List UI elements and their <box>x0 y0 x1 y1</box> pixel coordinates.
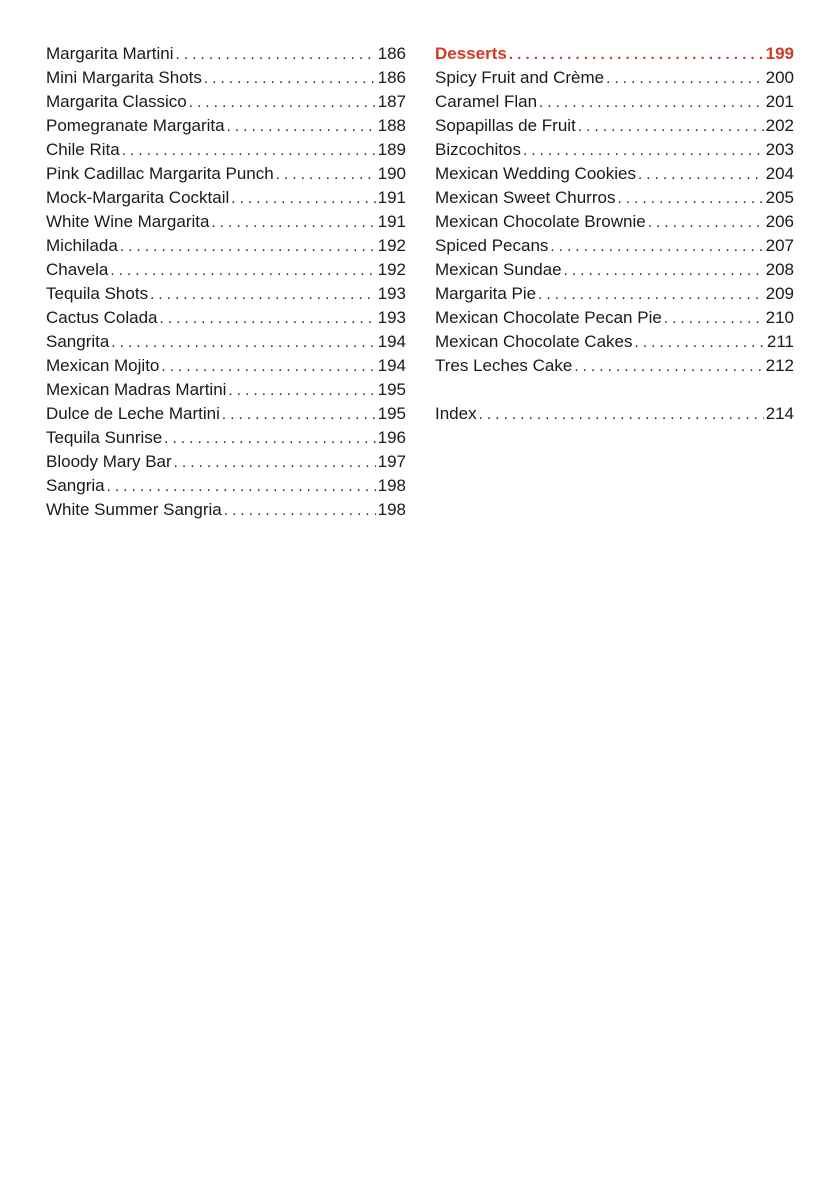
toc-entry-title: Mock-Margarita Cocktail <box>46 188 230 207</box>
toc-entry-title: Mexican Chocolate Pecan Pie <box>435 308 662 327</box>
dot-leader <box>164 427 375 451</box>
toc-entry-title: Pomegranate Margarita <box>46 116 225 135</box>
dot-leader <box>648 211 764 235</box>
dot-leader <box>150 283 376 307</box>
toc-entry[interactable] <box>435 234 794 258</box>
toc-entry-title: Mexican Wedding Cookies <box>435 164 636 183</box>
dot-leader <box>617 187 763 211</box>
toc-entry-page: 211 <box>766 332 794 351</box>
toc-entry[interactable] <box>46 354 406 378</box>
toc-entry[interactable] <box>46 498 406 522</box>
toc-entry-page: 194 <box>377 356 406 375</box>
toc-entry[interactable] <box>46 426 406 450</box>
toc-entry[interactable] <box>46 234 406 258</box>
toc-section-page: 199 <box>765 44 794 63</box>
toc-entry-page: 201 <box>765 92 794 111</box>
toc-entry-page: 198 <box>377 476 406 495</box>
toc-entry-page: 187 <box>377 92 406 111</box>
toc-entry-title: Mexican Chocolate Brownie <box>435 212 646 231</box>
toc-entry-title: Margarita Pie <box>435 284 537 303</box>
contents-left-column <box>46 42 406 522</box>
toc-entry-page: 209 <box>765 284 794 303</box>
toc-section-title: Desserts <box>435 44 507 63</box>
toc-entry[interactable] <box>46 258 406 282</box>
toc-section-desserts[interactable] <box>435 42 794 66</box>
toc-entry-title: Bizcochitos <box>435 140 521 159</box>
dot-leader <box>189 91 376 115</box>
toc-entry-title: Index <box>435 404 477 423</box>
toc-entry-page: 202 <box>765 116 794 135</box>
toc-entry[interactable] <box>46 282 406 306</box>
toc-entry[interactable] <box>435 210 794 234</box>
toc-entry-title: Mexican Madras Martini <box>46 380 227 399</box>
toc-entry-title: White Summer Sangria <box>46 500 222 519</box>
toc-entry-page: 186 <box>377 68 406 87</box>
toc-entry-page: 191 <box>377 188 406 207</box>
toc-entry-title: Margarita Classico <box>46 92 187 111</box>
dot-leader <box>228 379 375 403</box>
toc-entry[interactable] <box>46 138 406 162</box>
toc-entry-page: 203 <box>765 140 794 159</box>
dot-leader <box>550 235 763 259</box>
toc-entry-page: 195 <box>377 380 406 399</box>
dot-leader <box>539 91 764 115</box>
toc-entry[interactable] <box>435 66 794 90</box>
toc-entry[interactable] <box>435 282 794 306</box>
toc-entry[interactable] <box>46 42 406 66</box>
toc-entry-page: 212 <box>765 356 794 375</box>
toc-entry-title: White Wine Margarita <box>46 212 210 231</box>
toc-entry-page: 196 <box>377 428 406 447</box>
toc-entry[interactable] <box>46 378 406 402</box>
toc-entry-page: 205 <box>765 188 794 207</box>
toc-entry[interactable] <box>46 90 406 114</box>
toc-entry-page: 206 <box>765 212 794 231</box>
toc-entry-page: 204 <box>765 164 794 183</box>
dot-leader <box>634 331 764 355</box>
toc-entry-title: Mini Margarita Shots <box>46 68 202 87</box>
toc-entry-title: Pink Cadillac Margarita Punch <box>46 164 274 183</box>
toc-entry-title: Mexican Mojito <box>46 356 160 375</box>
dot-leader <box>107 475 376 499</box>
toc-entry-title: Mexican Sundae <box>435 260 562 279</box>
dot-leader <box>110 259 375 283</box>
toc-entry-index[interactable] <box>435 402 794 426</box>
toc-entry[interactable] <box>435 258 794 282</box>
dot-leader <box>174 451 376 475</box>
toc-entry-title: Dulce de Leche Martini <box>46 404 220 423</box>
dot-leader <box>538 283 764 307</box>
dot-leader <box>160 307 376 331</box>
dot-leader <box>509 43 764 67</box>
toc-entry[interactable] <box>435 330 794 354</box>
toc-entry[interactable] <box>46 162 406 186</box>
dot-leader <box>523 139 764 163</box>
dot-leader <box>111 331 375 355</box>
toc-entry-title: Tequila Sunrise <box>46 428 163 447</box>
contents-right-column <box>435 42 794 426</box>
toc-entry-page: 210 <box>765 308 794 327</box>
dot-leader <box>231 187 375 211</box>
dot-leader <box>161 355 375 379</box>
toc-entry[interactable] <box>435 306 794 330</box>
toc-entry-title: Bloody Mary Bar <box>46 452 172 471</box>
dot-leader <box>176 43 376 67</box>
dot-leader <box>564 259 764 283</box>
toc-entry-title: Cactus Colada <box>46 308 158 327</box>
dot-leader <box>211 211 375 235</box>
toc-entry[interactable] <box>46 330 406 354</box>
toc-entry-page: 186 <box>377 44 406 63</box>
dot-leader <box>227 115 376 139</box>
toc-entry[interactable] <box>46 474 406 498</box>
toc-entry-page: 190 <box>377 164 406 183</box>
toc-entry[interactable] <box>435 354 794 378</box>
dot-leader <box>204 67 376 91</box>
toc-entry-title: Tres Leches Cake <box>435 356 573 375</box>
toc-entry[interactable] <box>46 306 406 330</box>
toc-entry-page: 193 <box>377 308 406 327</box>
toc-entry[interactable] <box>435 186 794 210</box>
toc-entry-title: Mexican Sweet Churros <box>435 188 616 207</box>
dot-leader <box>479 403 764 427</box>
dot-leader <box>224 499 376 523</box>
toc-entry-page: 197 <box>377 452 406 471</box>
toc-entry-page: 207 <box>765 236 794 255</box>
toc-entry[interactable] <box>435 90 794 114</box>
toc-entry-title: Sopapillas de Fruit <box>435 116 576 135</box>
dot-leader <box>120 235 376 259</box>
toc-entry-page: 193 <box>377 284 406 303</box>
toc-entry-page: 200 <box>765 68 794 87</box>
toc-entry-page: 189 <box>377 140 406 159</box>
dot-leader <box>638 163 764 187</box>
toc-entry-page: 198 <box>377 500 406 519</box>
dot-leader <box>122 139 376 163</box>
toc-entry-page: 214 <box>765 404 794 423</box>
toc-entry-page: 191 <box>377 212 406 231</box>
toc-entry-title: Chavela <box>46 260 109 279</box>
toc-entry[interactable] <box>435 114 794 138</box>
toc-entry-title: Tequila Shots <box>46 284 149 303</box>
dot-leader <box>276 163 376 187</box>
toc-entry-title: Spicy Fruit and Crème <box>435 68 605 87</box>
dot-leader <box>574 355 763 379</box>
toc-entry-title: Sangrita <box>46 332 110 351</box>
dot-leader <box>664 307 764 331</box>
toc-entry[interactable] <box>46 402 406 426</box>
toc-entry-page: 192 <box>377 236 406 255</box>
toc-entry[interactable] <box>435 162 794 186</box>
toc-entry-title: Chile Rita <box>46 140 120 159</box>
toc-entry[interactable] <box>46 114 406 138</box>
toc-entry-title: Caramel Flan <box>435 92 538 111</box>
toc-entry-page: 208 <box>765 260 794 279</box>
toc-entry-page: 194 <box>377 332 406 351</box>
toc-entry[interactable] <box>46 450 406 474</box>
toc-spacer <box>435 378 794 402</box>
toc-entry-page: 195 <box>377 404 406 423</box>
toc-entry-page: 192 <box>377 260 406 279</box>
dot-leader <box>606 67 764 91</box>
toc-entry[interactable] <box>46 186 406 210</box>
toc-entry-page: 188 <box>377 116 406 135</box>
dot-leader <box>578 115 764 139</box>
dot-leader <box>222 403 376 427</box>
toc-entry[interactable] <box>46 210 406 234</box>
toc-entry[interactable] <box>46 66 406 90</box>
toc-entry-title: Margarita Martini <box>46 44 174 63</box>
toc-entry-title: Mexican Chocolate Cakes <box>435 332 633 351</box>
toc-entry-title: Sangria <box>46 476 105 495</box>
toc-entry-title: Michilada <box>46 236 118 255</box>
toc-entry-title: Spiced Pecans <box>435 236 549 255</box>
toc-entry[interactable] <box>435 138 794 162</box>
